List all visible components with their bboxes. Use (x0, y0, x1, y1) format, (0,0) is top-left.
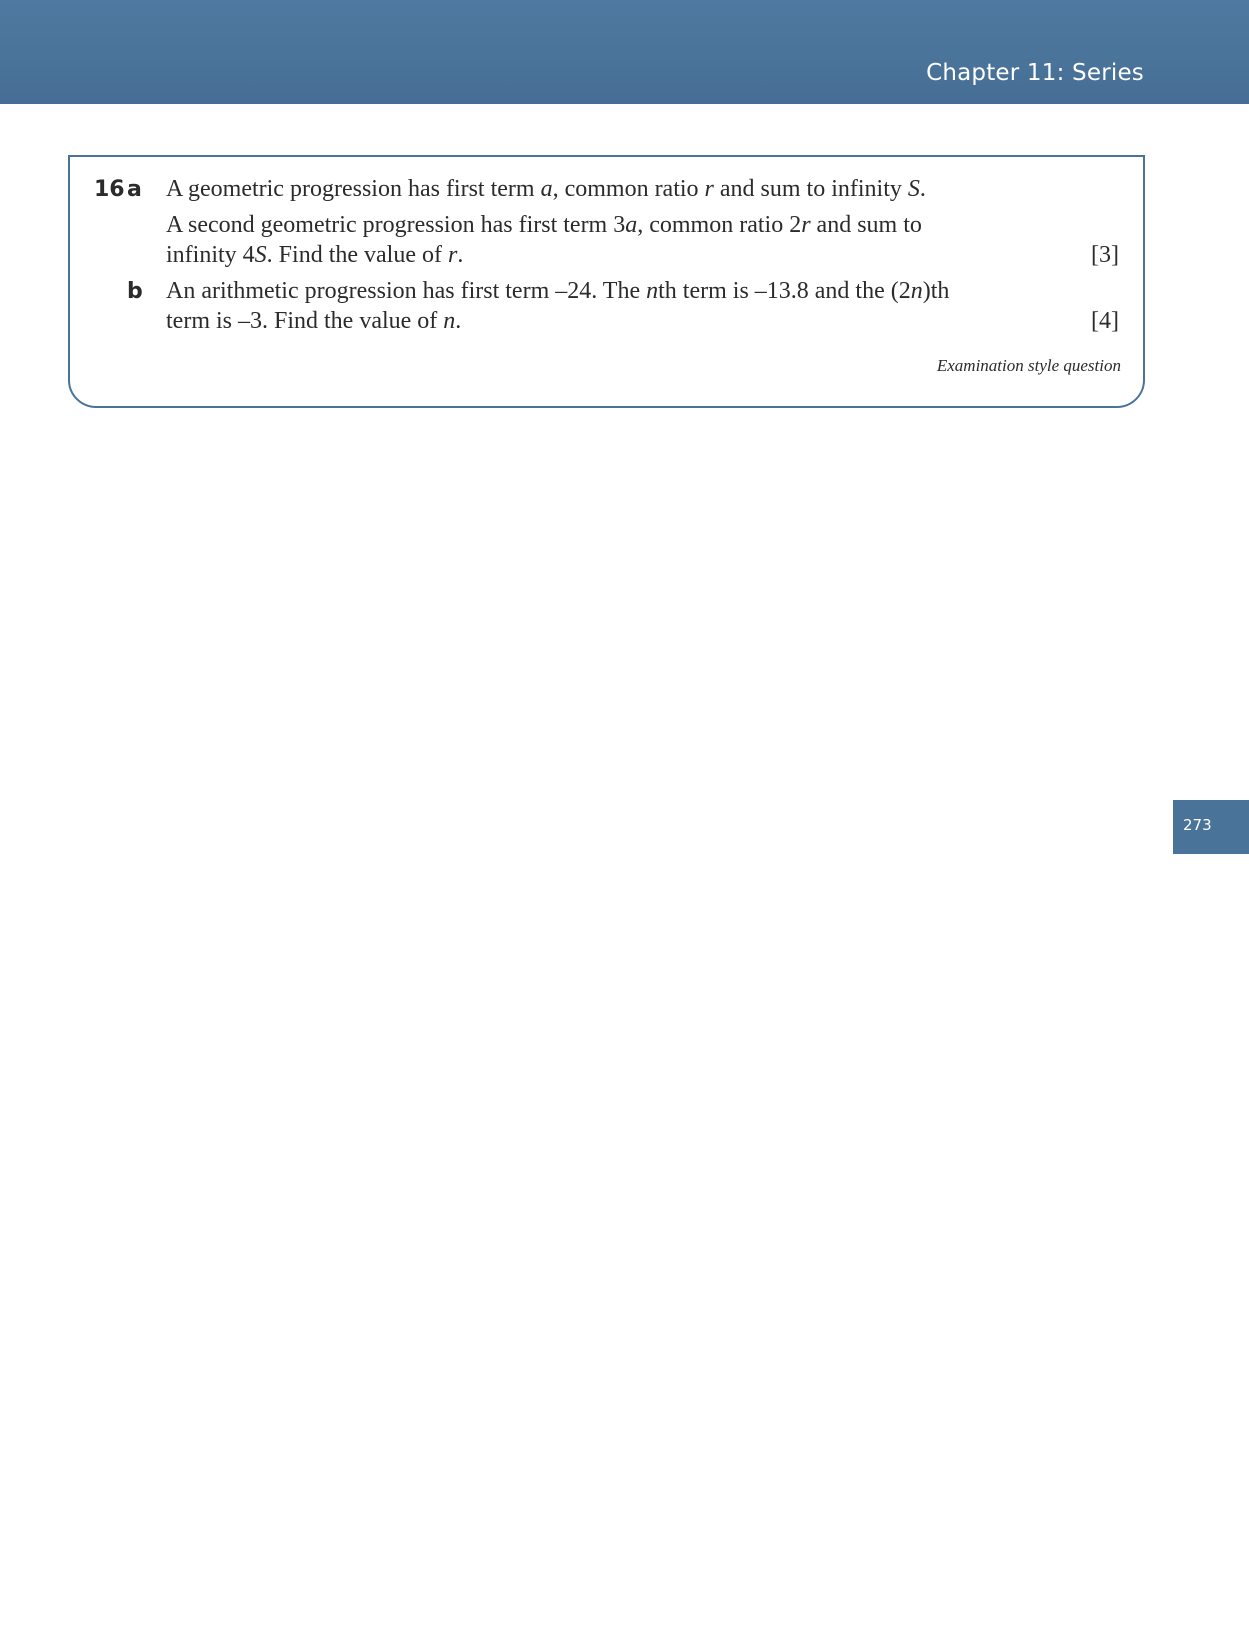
chapter-title: Chapter 11: Series (926, 60, 1144, 86)
question-box (68, 155, 1145, 408)
part-label-b: b (127, 279, 143, 304)
page-number-tab (1173, 800, 1249, 854)
part-a-line-1: A geometric progression has first term a, common ratio r and sum to infinity S. (166, 176, 926, 202)
part-label-a: a (127, 177, 142, 202)
part-b-line-2: term is –3. Find the value of n. (166, 308, 462, 334)
part-a-marks: [3] (1091, 242, 1119, 268)
part-a-line-2: A second geometric progression has first term 3a, common ratio 2r and sum to (166, 212, 922, 238)
part-a-line-3: infinity 4S. Find the value of r. (166, 242, 464, 268)
examination-style-note: Examination style question (936, 356, 1121, 375)
part-b-line-1: An arithmetic progression has first term –24. The nth term is –13.8 and the (2n)th (166, 278, 950, 304)
page-number: 273 (1183, 816, 1212, 834)
question-number: 16 (94, 177, 125, 202)
part-b-marks: [4] (1091, 308, 1119, 334)
chapter-header-band (0, 0, 1249, 104)
